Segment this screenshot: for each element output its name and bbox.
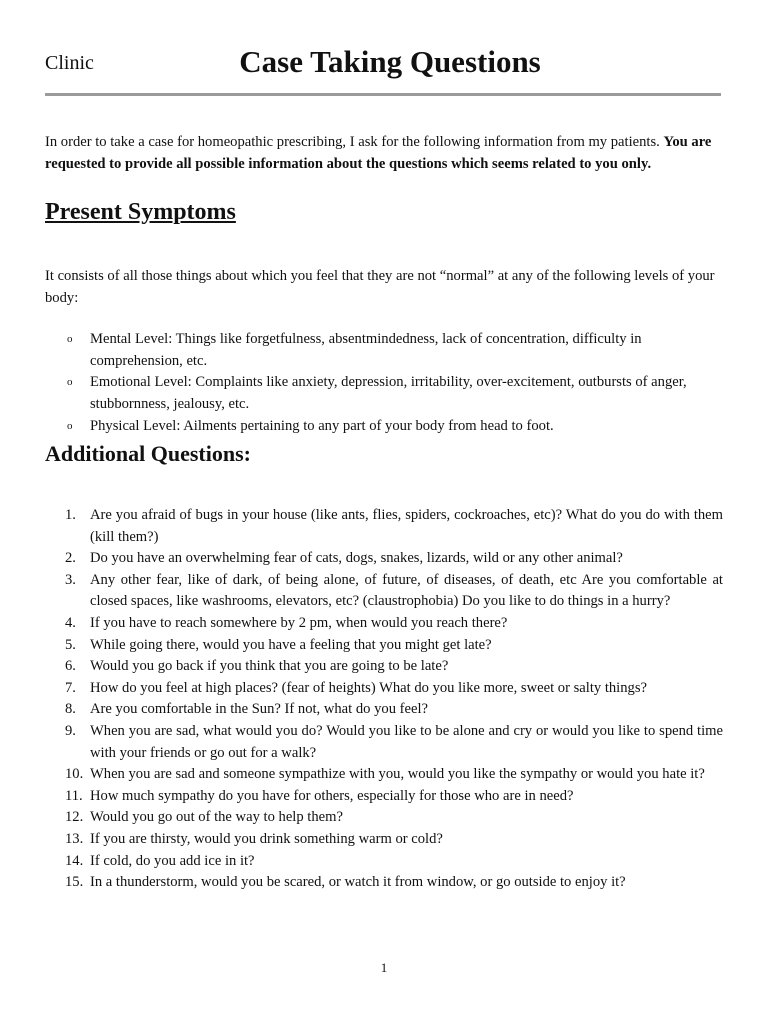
question-number: 6. [65,658,76,675]
intro-paragraph [45,131,723,175]
list-item [45,329,723,372]
question-number: 14. [65,852,84,869]
list-item [45,548,723,570]
list-item [45,570,723,613]
question-number: 8. [65,701,76,718]
question-text: Are you comfortable in the Sun? If not, what do you feel? [90,701,428,718]
list-item [45,678,723,700]
clinic-label: Clinic [45,52,94,74]
additional-questions-heading: Additional Questions: [45,441,251,466]
question-text: When you are sad, what would you do? Would you like to be alone and cry or would you like to spend time with your friends or go out for a walk? [90,722,723,761]
question-text: In a thunderstorm, would you be scared, or watch it from window, or go outside to enjoy it? [90,874,626,891]
list-item [45,699,723,721]
level-text: Physical Level: Ailments pertaining to any part of your body from head to foot. [90,417,554,434]
question-number: 10. [65,766,84,783]
question-text: While going there, would you have a feeling that you might get late? [90,636,492,653]
question-text: Are you afraid of bugs in your house (like ants, flies, spiders, cockroaches, etc)? What do you do with them (kill them?) [90,507,723,545]
question-number: 4. [65,614,76,631]
list-item [45,829,723,851]
levels-list [45,329,723,438]
question-number: 5. [65,636,76,653]
intro-bold-text: You are requested to provide all possible information about the questions which seems related to you only. [45,134,712,172]
level-text: Mental Level: Things like forgetfulness, absentmindedness, lack of concentration, difficulty in comprehension, etc. [90,331,642,369]
page-number: 1 [380,960,388,975]
bullet-icon: o [67,333,73,345]
question-number: 9. [65,722,76,739]
question-text: Any other fear, like of dark, of being alone, of future, of diseases, of death, etc Are you comfortable at closed spaces, like washrooms, elevators, etc? (claustrophobia) Do you like to do things in a hurry? [90,571,723,610]
list-item [45,416,723,438]
bullet-icon: o [67,419,73,432]
present-symptoms-heading: Present Symptoms [45,199,236,225]
list-item [45,721,723,764]
list-item [45,656,723,678]
question-number: 7. [65,679,76,696]
question-number: 2. [65,550,76,567]
list-item [45,613,723,635]
page-title: Case Taking Questions [239,44,541,79]
list-item [45,786,723,808]
list-item [45,851,723,873]
list-item [45,372,723,415]
page-header [45,44,723,84]
question-text: If you are thirsty, would you drink something warm or cold? [90,830,443,847]
question-number: 15. [65,874,84,891]
question-text: How much sympathy do you have for others, especially for those who are in need? [90,787,574,804]
question-number: 1. [65,507,76,523]
list-item [45,505,723,548]
list-item [45,872,723,894]
question-text: Would you go out of the way to help them? [90,809,343,826]
bullet-icon: o [67,376,73,389]
question-number: 11. [65,787,83,804]
question-number: 13. [65,830,84,847]
question-number: 3. [65,571,76,588]
list-item [45,764,723,786]
question-text: Would you go back if you think that you are going to be late? [90,658,449,675]
question-number: 12. [65,809,84,826]
questions-list [45,505,723,894]
list-item [45,807,723,829]
question-text: If cold, do you add ice in it? [90,852,255,869]
question-text: When you are sad and someone sympathize with you, would you like the sympathy or would you hate it? [90,766,705,783]
question-text: If you have to reach somewhere by 2 pm, when would you reach there? [90,614,508,631]
question-text: How do you feel at high places? (fear of heights) What do you like more, sweet or salty things? [90,679,647,696]
level-text: Emotional Level: Complaints like anxiety, depression, irritability, over-excitement, outbursts of anger, stubbornness, jealousy, etc. [90,374,687,413]
header-divider [45,93,721,96]
intro-text: In order to take a case for homeopathic prescribing, I ask for the following information from my patients. [45,134,664,150]
question-text: Do you have an overwhelming fear of cats, dogs, snakes, lizards, wild or any other animal? [90,550,623,567]
present-symptoms-text: It consists of all those things about which you feel that they are not “normal” at any of the following levels of your body: [45,268,715,306]
list-item [45,635,723,657]
